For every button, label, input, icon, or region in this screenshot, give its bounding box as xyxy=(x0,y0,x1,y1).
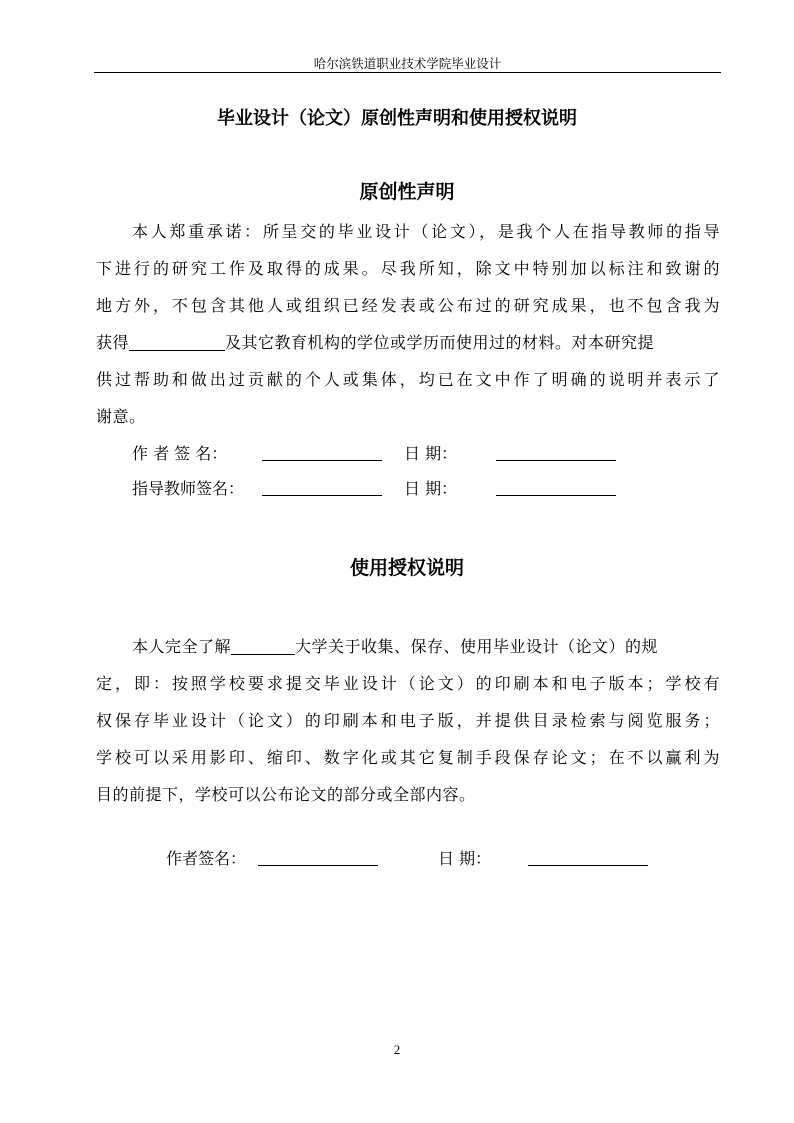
author-signature-row xyxy=(132,441,632,463)
page-number: 2 xyxy=(393,1042,401,1057)
document-title: 毕业设计（论文）原创性声明和使用授权说明 xyxy=(217,108,577,129)
originality-line-1: 本人郑重承诺：所呈交的毕业设计（论文），是我个人在指导教师的指导 xyxy=(132,222,720,241)
author-date-field[interactable] xyxy=(496,460,616,461)
originality-line-6: 谢意。 xyxy=(96,407,146,426)
author-sign-label: 作 者 签 名： xyxy=(132,444,228,463)
advisor-sign-field[interactable] xyxy=(262,495,382,496)
authorization-heading: 使用授权说明 xyxy=(349,557,464,579)
university-blank[interactable] xyxy=(231,638,295,655)
author-date-label: 日 期： xyxy=(404,444,458,463)
authorization-line-2: 定，即：按照学校要求提交毕业设计（论文）的印刷本和电子版本；学校有 xyxy=(96,674,720,693)
authorization-date-label: 日 期： xyxy=(438,849,492,868)
authorization-line-3: 权保存毕业设计（论文）的印刷本和电子版，并提供目录检索与阅览服务； xyxy=(96,711,720,730)
authorization-date-field[interactable] xyxy=(528,865,648,866)
originality-heading: 原创性声明 xyxy=(359,181,455,203)
originality-line-3: 地方外，不包含其他人或组织已经发表或公布过的研究成果，也不包含我为 xyxy=(96,296,720,315)
advisor-signature-row xyxy=(132,476,632,498)
authorization-author-sign-label: 作者签名： xyxy=(166,849,247,868)
originality-line-4-suffix: 及其它教育机构的学位或学历而使用过的材料。对本研究提 xyxy=(225,333,655,352)
originality-line-4-prefix: 获得 xyxy=(96,333,130,352)
authorization-line-1-suffix: 大学关于收集、保存、使用毕业设计（论文）的规 xyxy=(295,637,659,656)
authorization-line-4: 学校可以采用影印、缩印、数字化或其它复制手段保存论文；在不以赢利为 xyxy=(96,748,720,767)
authorization-line-1 xyxy=(132,634,720,657)
originality-line-5: 供过帮助和做出过贡献的个人或集体，均已在文中作了明确的说明并表示了 xyxy=(96,370,720,389)
advisor-date-label: 日 期： xyxy=(404,479,458,498)
header-rule xyxy=(94,72,721,73)
advisor-sign-label: 指导教师签名： xyxy=(132,479,245,498)
authorization-signature-row xyxy=(166,846,666,868)
originality-line-4 xyxy=(96,330,720,353)
originality-line-2: 下进行的研究工作及取得的成果。尽我所知，除文中特别加以标注和致谢的 xyxy=(96,259,720,278)
authorization-author-sign-field[interactable] xyxy=(258,865,378,866)
running-header: 哈尔滨铁道职业技术学院毕业设计 xyxy=(313,56,502,71)
advisor-date-field[interactable] xyxy=(496,495,616,496)
authorization-line-5: 目的前提下，学校可以公布论文的部分或全部内容。 xyxy=(96,785,476,804)
authorization-line-1-prefix: 本人完全了解 xyxy=(132,637,232,656)
author-sign-field[interactable] xyxy=(262,460,382,461)
degree-blank[interactable] xyxy=(129,334,225,351)
